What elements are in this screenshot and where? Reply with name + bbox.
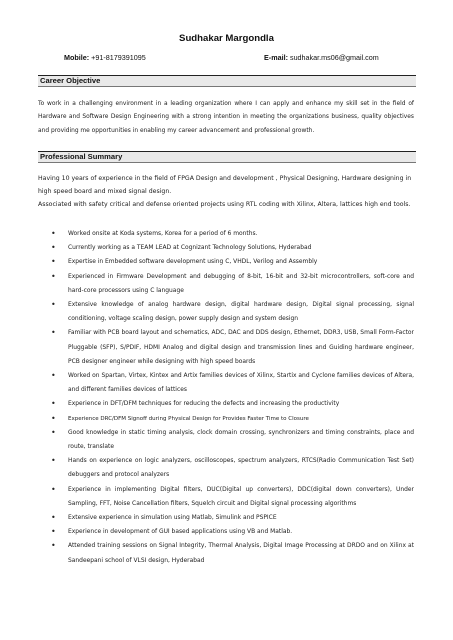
list-item: • Attended training sessions on Signal Integrity, Thermal Analysis, Digital Image Processing at DRDO and on Xilinx at Sandeepani school of VLSI design, Hyderabad bbox=[38, 539, 414, 567]
email-label: E-mail: bbox=[264, 53, 288, 62]
mobile-value: +91-8179391095 bbox=[91, 53, 146, 62]
professional-summary-heading: Professional Summary bbox=[38, 151, 416, 163]
list-item: • Experience in development of GUI based applications using VB and Matlab. bbox=[38, 525, 414, 539]
list-item: • Extensive experience in simulation using Matlab, Simulink and PSPICE bbox=[38, 511, 414, 525]
email-info bbox=[264, 53, 379, 62]
list-item: • Good knowledge in static timing analysis, clock domain crossing, synchronizers and timing constraints, place and route, translate bbox=[38, 426, 414, 454]
professional-summary-intro bbox=[38, 172, 414, 212]
mobile-info bbox=[64, 53, 146, 62]
list-item: • Hands on experience on logic analyzers, oscilloscopes, spectrum analyzers, RTCS(Radio Communication Test Set) debuggers and protocol analyzers bbox=[38, 454, 414, 482]
list-item: • Expertise in Embedded software development using C, VHDL, Verilog and Assembly bbox=[38, 255, 414, 269]
summary-bullet-list bbox=[38, 227, 414, 568]
career-objective-heading: Career Objective bbox=[38, 75, 416, 87]
list-item: • Familiar with PCB board layout and schematics, ADC, DAC and DDS design, Ethernet, DDR3, USB, Small Form-Factor Pluggable (SFP), S/PDIF, HDMI Analog and digital design and transmission lines and Guiding hardware engineer, PCB designer engineer while designing with high speed boards bbox=[38, 326, 414, 369]
mobile-label: Mobile: bbox=[64, 53, 90, 62]
list-item: • Currently working as a TEAM LEAD at Cognizant Technology Solutions, Hyderabad bbox=[38, 241, 414, 255]
list-item: • Experience DRC/DFM Signoff during Physical Design for Provides Faster Time to Closure bbox=[38, 412, 414, 426]
summary-paragraph: Having 10 years of experience in the field of FPGA Design and development , Physical Designing, Hardware designing in high speed board and mixed signal design. bbox=[38, 175, 412, 196]
email-value: sudhakar.ms06@gmail.com bbox=[289, 53, 379, 62]
list-item: • Worked on Spartan, Virtex, Kintex and Artix families devices of Xilinx, Startix and Cyclone families devices of Altera, and different families devices of lattices bbox=[38, 369, 414, 397]
list-item: • Experience in DFT/DFM techniques for reducing the defects and increasing the productivity bbox=[38, 397, 414, 411]
list-item: • Experience in implementing Digital filters, DUC(Digital up converters), DDC(digital down converters), Under Sampling, FFT, Noise Cancellation filters, Squelch circuit and Digital signal processing algorithms bbox=[38, 483, 414, 511]
summary-paragraph: Associated with safety critical and defense oriented projects using RTL coding with Xilinx, Altera, lattices high end tools. bbox=[38, 201, 411, 209]
list-item: • Worked onsite at Koda systems, Korea for a period of 6 months. bbox=[38, 227, 414, 241]
list-item: • Experienced in Firmware Development and debugging of 8-bit, 16-bit and 32-bit microcontrollers, soft-core and hard-core processors using C language bbox=[38, 270, 414, 298]
career-objective-text: To work in a challenging environment in a leading organization where I can apply and enhance my skill set in the field of Hardware and Software Design Engineering with a strong intention in meeting the organizations business, quality objectives and providing me opportunities in enabling my career advancement and professional growth. bbox=[38, 101, 414, 134]
candidate-name: Sudhakar Margondla bbox=[179, 33, 274, 44]
list-item: • Extensive knowledge of analog hardware design, digital hardware design, Digital signal processing, signal conditioning, voltage scaling design, power supply design and system design bbox=[38, 298, 414, 326]
